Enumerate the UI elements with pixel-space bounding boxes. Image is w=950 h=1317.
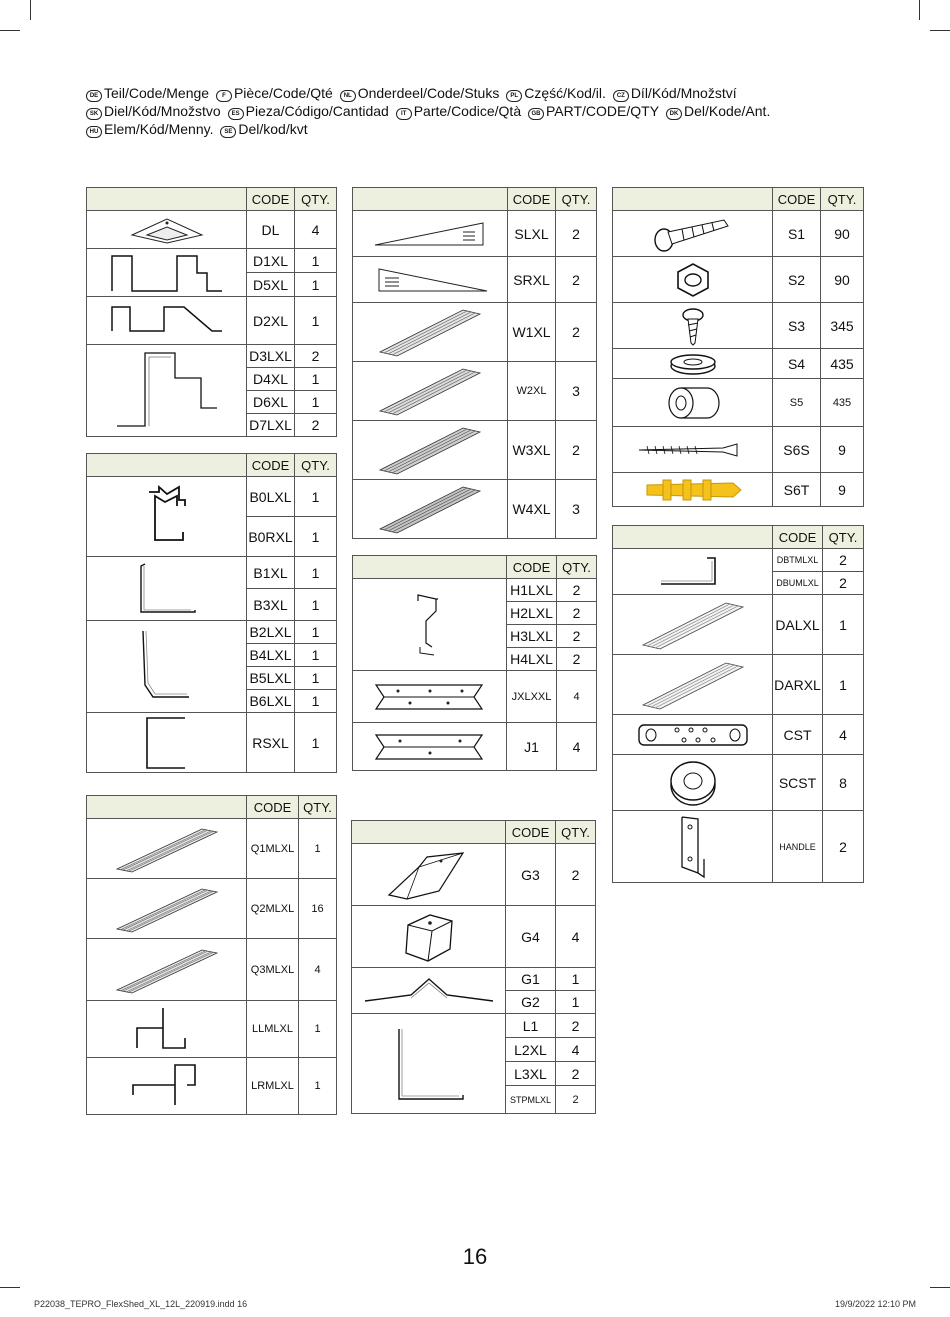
legend-text: Część/Kod/il.: [524, 85, 606, 101]
part-qty: 1: [295, 589, 337, 621]
legend-text: Diel/Kód/Množstvo: [104, 103, 221, 119]
part-qty: 1: [295, 273, 337, 297]
code-header: CODE: [506, 821, 556, 844]
footer-filename: P22038_TEPRO_FlexShed_XL_12L_220919.indd 16: [34, 1299, 248, 1309]
part-code: D3LXL: [247, 345, 295, 368]
flag-icon: PL: [506, 90, 522, 102]
part-qty: 1: [556, 991, 596, 1014]
part-qty: 9: [821, 473, 864, 507]
part-qty: 1: [295, 368, 337, 391]
part-qty: 4: [556, 1038, 596, 1062]
part-image-srxl: [353, 257, 508, 303]
part-qty: 4: [295, 211, 337, 249]
legend-entry: [86, 103, 221, 119]
part-image-g1-g2: [352, 968, 506, 1014]
part-code: D2XL: [247, 297, 295, 345]
part-code: B0LXL: [247, 477, 295, 517]
part-image-rsxl: [87, 713, 247, 773]
legend-entry: [228, 103, 389, 119]
part-image-w1: [353, 303, 508, 362]
part-qty: 345: [821, 303, 864, 349]
code-header: CODE: [773, 526, 823, 549]
legend-entry: [220, 121, 307, 137]
legend-entry: [396, 103, 521, 119]
legend-entry: [86, 85, 209, 101]
part-code: D1XL: [247, 249, 295, 273]
part-code: B4LXL: [247, 644, 295, 667]
part-qty: 2: [556, 1062, 596, 1086]
qty-header: QTY.: [556, 821, 596, 844]
part-code: S3: [773, 303, 821, 349]
legend-text: Elem/Kód/Menny.: [104, 121, 214, 137]
parts-table-w: [352, 187, 597, 539]
part-qty: 3: [556, 480, 597, 539]
part-code: H3LXL: [507, 625, 557, 648]
crop-mark: [919, 0, 920, 20]
part-code: DARXL: [773, 655, 823, 715]
legend-text: Pieza/Código/Cantidad: [245, 103, 389, 119]
part-code: G1: [506, 968, 556, 991]
part-qty: 90: [821, 211, 864, 257]
part-code: L2XL: [506, 1038, 556, 1062]
part-code: B6LXL: [247, 690, 295, 713]
part-code: G4: [506, 906, 556, 968]
legend-text: Parte/Codice/Qtà: [413, 103, 522, 119]
legend-text: Pièce/Code/Qté: [233, 85, 333, 101]
part-code: SRXL: [508, 257, 556, 303]
handle-icon: [613, 811, 773, 883]
part-qty: 4: [556, 906, 596, 968]
part-code: S2: [773, 257, 821, 303]
part-image-d1-d5: [87, 249, 247, 297]
screw-icon: [613, 303, 773, 349]
part-image-b0: [87, 477, 247, 557]
part-code: DBTMLXL: [773, 549, 823, 572]
qty-header: QTY.: [295, 454, 337, 477]
part-qty: 2: [823, 811, 864, 883]
crop-mark: [0, 1287, 20, 1288]
legend-text: PART/CODE/QTY: [546, 103, 660, 119]
part-qty: 1: [295, 477, 337, 517]
part-code: SCST: [773, 755, 823, 811]
part-code: D5XL: [247, 273, 295, 297]
part-qty: 2: [556, 1014, 596, 1038]
part-qty: 2: [556, 844, 596, 906]
part-code: D6XL: [247, 391, 295, 414]
qty-header: QTY.: [295, 188, 337, 211]
flag-icon: HU: [86, 126, 102, 138]
part-code: D7LXL: [247, 414, 295, 437]
part-code: Q1MLXL: [247, 819, 299, 879]
part-image-h1-h4: [353, 579, 507, 671]
flag-icon: IT: [396, 108, 412, 120]
part-image-w3: [353, 421, 508, 480]
part-code: L3XL: [506, 1062, 556, 1086]
part-code: S6S: [773, 427, 821, 473]
part-image-dal: [613, 595, 773, 655]
part-image-q3: [87, 939, 247, 1001]
code-header: CODE: [247, 188, 295, 211]
part-code: H1LXL: [507, 579, 557, 602]
part-qty: 1: [295, 517, 337, 557]
part-qty: 90: [821, 257, 864, 303]
legend-entry: [613, 85, 737, 101]
part-code: LLMLXL: [247, 1001, 299, 1058]
code-header: CODE: [773, 188, 821, 211]
part-code: S1: [773, 211, 821, 257]
part-code: H2LXL: [507, 602, 557, 625]
part-code: S5: [773, 379, 821, 427]
part-qty: 4: [823, 715, 864, 755]
legend-text: Del/Kode/Ant.: [683, 103, 771, 119]
legend-entry: [528, 103, 659, 119]
part-code: DL: [247, 211, 295, 249]
legend-entry: [506, 85, 606, 101]
part-qty: 435: [821, 349, 864, 379]
qty-header: QTY.: [556, 188, 597, 211]
legend-line: [86, 84, 866, 102]
part-qty: 2: [557, 602, 597, 625]
spacer-icon: [613, 379, 773, 427]
part-image-dbt: [613, 549, 773, 595]
part-qty: 2: [556, 421, 597, 480]
part-image-d3-d7: [87, 345, 247, 437]
flag-icon: CZ: [613, 90, 629, 102]
code-header: CODE: [507, 556, 557, 579]
part-qty: 4: [299, 939, 337, 1001]
language-legend: [86, 84, 866, 138]
part-image-g3: [352, 844, 506, 906]
part-qty: 1: [823, 595, 864, 655]
part-code: G3: [506, 844, 556, 906]
code-header: CODE: [247, 454, 295, 477]
part-code: G2: [506, 991, 556, 1014]
parts-table-d: [86, 187, 337, 437]
part-qty: 1: [299, 819, 337, 879]
part-image-b2-b6: [87, 621, 247, 713]
part-image-w4: [353, 480, 508, 539]
part-qty: 2: [556, 211, 597, 257]
part-code: B0RXL: [247, 517, 295, 557]
qty-header: QTY.: [823, 526, 864, 549]
part-qty: 4: [557, 671, 597, 723]
part-code: DBUMLXL: [773, 572, 823, 595]
part-image-q1: [87, 819, 247, 879]
crop-mark: [930, 30, 950, 31]
code-header: CODE: [247, 796, 299, 819]
part-qty: 1: [295, 391, 337, 414]
part-qty: 1: [295, 667, 337, 690]
flag-icon: NL: [340, 90, 356, 102]
part-code: Q3MLXL: [247, 939, 299, 1001]
part-code: S4: [773, 349, 821, 379]
part-qty: 1: [295, 249, 337, 273]
part-code: L1: [506, 1014, 556, 1038]
part-code: DALXL: [773, 595, 823, 655]
parts-table-b: [86, 453, 337, 773]
wall-plug-icon: [613, 473, 773, 507]
part-image-scst: [613, 755, 773, 811]
part-qty: 1: [295, 644, 337, 667]
nut-icon: [613, 257, 773, 303]
qty-header: QTY.: [299, 796, 337, 819]
part-code: LRMLXL: [247, 1058, 299, 1115]
part-qty: 1: [556, 968, 596, 991]
page-number: 16: [462, 1244, 488, 1269]
part-code: W4XL: [508, 480, 556, 539]
part-code: CST: [773, 715, 823, 755]
part-image-g4: [352, 906, 506, 968]
part-qty: 16: [299, 879, 337, 939]
crop-mark: [0, 30, 20, 31]
part-code: D4XL: [247, 368, 295, 391]
part-qty: 4: [557, 723, 597, 771]
legend-line: [86, 102, 866, 120]
legend-line: [86, 120, 866, 138]
part-qty: 9: [821, 427, 864, 473]
washer-icon: [613, 349, 773, 379]
part-code: W1XL: [508, 303, 556, 362]
bolt-icon: [613, 211, 773, 257]
flag-icon: SE: [220, 126, 236, 138]
part-image-q2: [87, 879, 247, 939]
part-image-l1-l3: [352, 1014, 506, 1114]
part-image-d2: [87, 297, 247, 345]
part-image-dar: [613, 655, 773, 715]
part-code: B2LXL: [247, 621, 295, 644]
flag-icon: GB: [528, 108, 544, 120]
part-qty: 2: [823, 549, 864, 572]
part-qty: 2: [557, 579, 597, 602]
part-qty: 8: [823, 755, 864, 811]
part-qty: 1: [823, 655, 864, 715]
part-code: H4LXL: [507, 648, 557, 671]
part-code: STPMLXL: [506, 1086, 556, 1114]
part-qty: 1: [295, 621, 337, 644]
part-qty: 1: [295, 297, 337, 345]
part-qty: 2: [556, 1086, 596, 1114]
part-qty: 2: [295, 345, 337, 368]
part-code: B5LXL: [247, 667, 295, 690]
part-qty: 1: [295, 557, 337, 589]
parts-table-h: [352, 555, 597, 771]
flag-icon: F: [216, 90, 232, 102]
part-image-dl: [87, 211, 247, 249]
part-qty: 2: [556, 303, 597, 362]
wood-screw-icon: [613, 427, 773, 473]
parts-table-q: [86, 795, 337, 1115]
legend-entry: [216, 85, 333, 101]
part-qty: 435: [821, 379, 864, 427]
footer-date: 19/9/2022 12:10 PM: [834, 1299, 916, 1309]
part-qty: 1: [295, 713, 337, 773]
part-image-slxl: [353, 211, 508, 257]
part-code: HANDLE: [773, 811, 823, 883]
part-code: Q2MLXL: [247, 879, 299, 939]
part-qty: 1: [295, 690, 337, 713]
part-qty: 3: [556, 362, 597, 421]
parts-table-s: [612, 187, 864, 507]
legend-text: Díl/Kód/Množství: [630, 85, 737, 101]
part-code: B3XL: [247, 589, 295, 621]
part-qty: 1: [299, 1001, 337, 1058]
flag-icon: DK: [666, 108, 682, 120]
crop-mark: [930, 1287, 950, 1288]
part-code: JXLXXL: [507, 671, 557, 723]
part-qty: 2: [557, 625, 597, 648]
part-code: SLXL: [508, 211, 556, 257]
part-code: B1XL: [247, 557, 295, 589]
flag-icon: ES: [228, 108, 244, 120]
part-code: W2XL: [508, 362, 556, 421]
part-image-lrml: [87, 1058, 247, 1115]
flag-icon: SK: [86, 108, 102, 120]
part-qty: 2: [556, 257, 597, 303]
legend-text: Teil/Code/Menge: [104, 85, 210, 101]
qty-header: QTY.: [821, 188, 864, 211]
flag-icon: DE: [86, 90, 102, 102]
part-code: RSXL: [247, 713, 295, 773]
part-image-w2: [353, 362, 508, 421]
crop-mark: [30, 0, 31, 20]
legend-entry: [666, 103, 770, 119]
part-code: W3XL: [508, 421, 556, 480]
part-image-cst: [613, 715, 773, 755]
legend-entry: [86, 121, 213, 137]
parts-table-g: [351, 820, 596, 1114]
part-qty: 2: [557, 648, 597, 671]
part-qty: 2: [823, 572, 864, 595]
part-qty: 1: [299, 1058, 337, 1115]
part-image-j1: [353, 723, 507, 771]
part-code: J1: [507, 723, 557, 771]
part-qty: 2: [295, 414, 337, 437]
legend-text: Onderdeel/Code/Stuks: [357, 85, 500, 101]
legend-entry: [340, 85, 500, 101]
part-image-b1-b3: [87, 557, 247, 621]
part-image-llml: [87, 1001, 247, 1058]
part-code: S6T: [773, 473, 821, 507]
parts-table-da: [612, 525, 864, 883]
code-header: CODE: [508, 188, 556, 211]
legend-text: Del/kod/kvt: [238, 121, 308, 137]
qty-header: QTY.: [557, 556, 597, 579]
part-image-jxl: [353, 671, 507, 723]
